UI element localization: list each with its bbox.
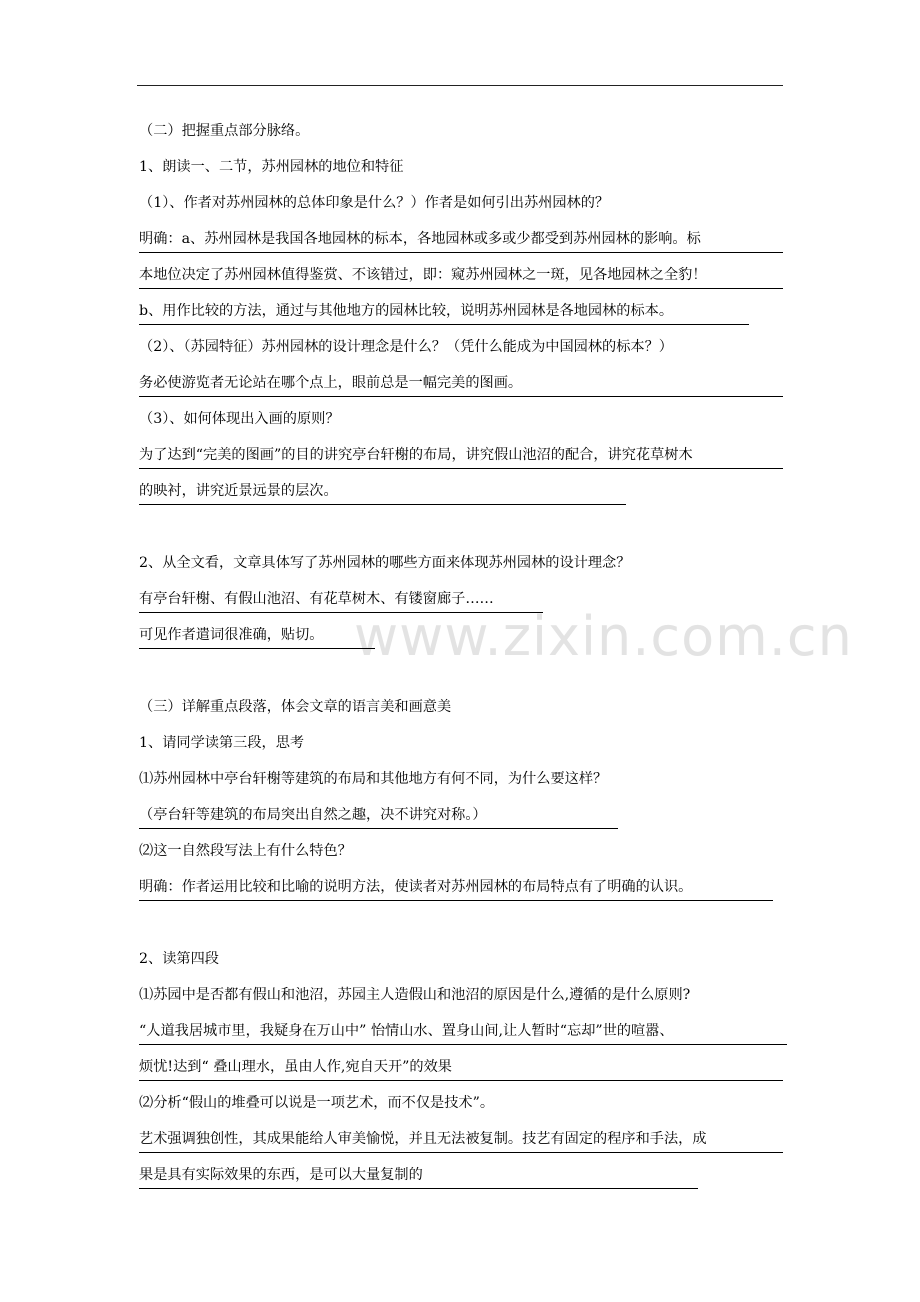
answer-line: 为了达到“完美的图画”的目的讲究亭台轩榭的布局，讲究假山池沼的配合，讲究花草树木: [139, 445, 783, 469]
header-rule: [137, 85, 783, 86]
question-heading: 1、请同学读第三段，思考: [139, 735, 305, 751]
question-line: （2）、（苏园特征）苏州园林的设计理念是什么？（凭什么能成为中国园林的标本？）: [139, 339, 673, 355]
answer-line: 的映衬，讲究近景远景的层次。: [139, 481, 626, 505]
question-line: ⑴苏州园林中亭台轩榭等建筑的布局和其他地方有何不同，为什么要这样？: [139, 771, 608, 787]
question-line: ⑴苏园中是否都有假山和池沼，苏园主人造假山和池沼的原因是什么,遵循的是什么原则?: [139, 987, 691, 1003]
answer-line: 明确：a、苏州园林是我国各地园林的标本，各地园林或多或少都受到苏州园林的影响。标: [139, 229, 783, 253]
answer-line: 艺术强调独创性，其成果能给人审美愉悦，并且无法被复制。技艺有固定的程序和手法，成: [139, 1129, 783, 1153]
answer-line: 务必使游览者无论站在哪个点上，眼前总是一幅完美的图画。: [139, 373, 783, 397]
question-heading: 2、读第四段: [139, 951, 219, 967]
question-line: （3）、如何体现出入画的原则？: [139, 411, 340, 427]
answer-line: 本地位决定了苏州园林值得鉴赏、不该错过，即：窥苏州园林之一斑，见各地园林之全豹！: [139, 265, 783, 289]
answer-line: b、用作比较的方法，通过与其他地方的园林比较，说明苏州园林是各地园林的标本。: [139, 301, 749, 325]
question-heading: 1、朗读一、二节，苏州园林的地位和特征: [139, 159, 404, 175]
question-line: ⑵分析“假山的堆叠可以说是一项艺术，而不仅是技术”。: [139, 1095, 495, 1111]
answer-line: 烦忧!达到“ 叠山理水，虽由人作,宛自天开”的效果: [139, 1057, 783, 1081]
answer-line: （亭台轩等建筑的布局突出自然之趣，决不讲究对称。）: [139, 805, 618, 829]
question-line: （1）、作者对苏州园林的总体印象是什么？）作者是如何引出苏州园林的？: [139, 195, 610, 211]
answer-line: “人道我居城市里，我疑身在万山中” 怡情山水、置身山间,让人暂时“忘却”世的喧嚣、: [139, 1021, 787, 1045]
question-line: ⑵这一自然段写法上有什么特色？: [139, 843, 352, 859]
answer-line: 明确：作者运用比较和比喻的说明方法，使读者对苏州园林的布局特点有了明确的认识。: [139, 877, 773, 901]
answer-line: 果是具有实际效果的东西，是可以大量复制的: [139, 1165, 698, 1189]
section-heading: （二）把握重点部分脉络。: [139, 123, 310, 139]
watermark: www.zixin.com.cn: [354, 605, 853, 668]
answer-line: 可见作者遣词很准确，贴切。: [139, 625, 375, 649]
question-heading: 2、从全文看，文章具体写了苏州园林的哪些方面来体现苏州园林的设计理念？: [139, 555, 631, 571]
answer-line: 有亭台轩榭、有假山池沼、有花草树木、有镂窗廊子……: [139, 589, 543, 613]
section-heading: （三）详解重点段落，体会文章的语言美和画意美: [139, 699, 452, 715]
